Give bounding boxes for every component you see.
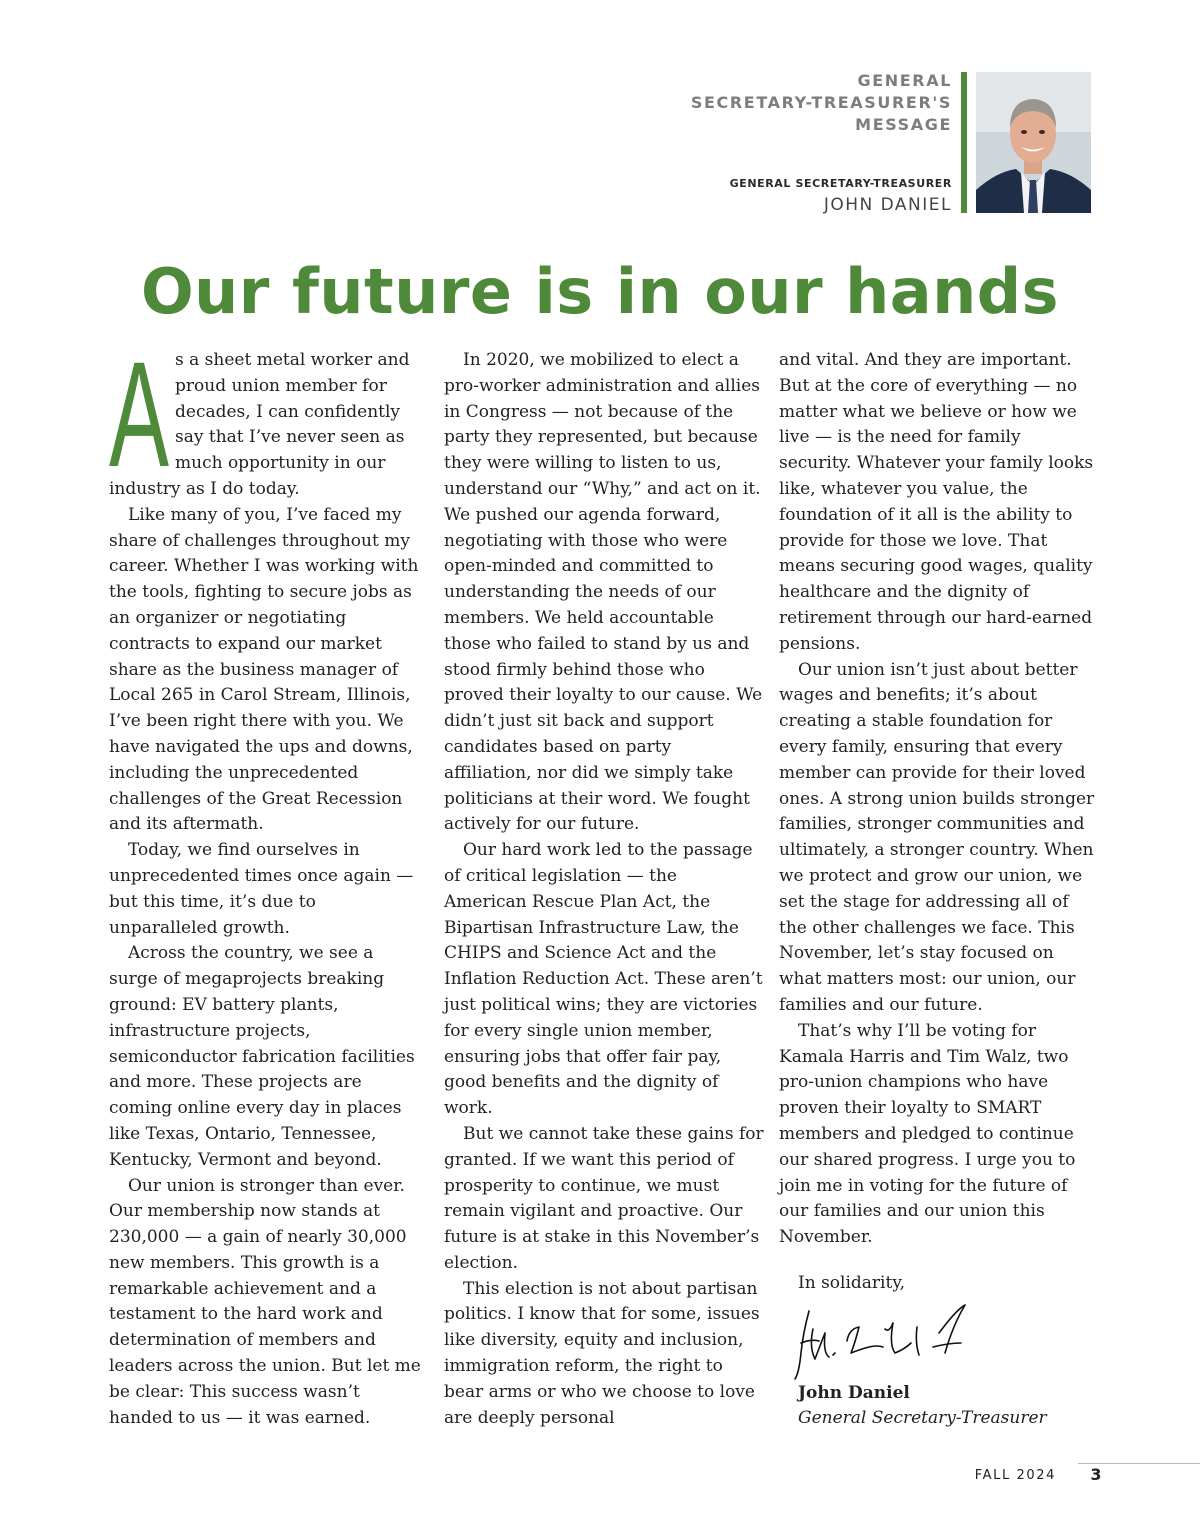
- kicker-line: SECRETARY-TREASURER'S: [690, 93, 952, 112]
- article-column-1: [109, 330, 427, 1431]
- salutation: In solidarity,: [798, 1272, 906, 1293]
- article-paragraph: Our union isn’t just about better wages and benefits; it’s about creating a stable foundation for every family, ensuring that every member can provide for their loved ones. A strong union builds stronger families, stronger communities and ultimately, a stronger country. When we protect and grow our union, we set the stage for addressing all of the other challenges we face. This November, let’s stay focused on what matters most: our union, our families and our future.: [779, 659, 1095, 1015]
- article-paragraph: and vital. And they are important. But at the core of everything — no matter what we believe or how we live — is the need for family security. Whatever your family looks like, whatever you value, the foundation of it all is the ability to provide for those we love. That means securing good wages, quality healthcare and the dignity of retirement through our hard-earned pensions.: [779, 350, 1094, 654]
- headline: Our future is in our hands: [140, 255, 1060, 328]
- article-paragraph: But we cannot take these gains for granted. If we want this period of prosperity to continue, we must remain vigilant and proactive. Our future is at stake in this November’s election.: [444, 1123, 764, 1273]
- author-name: JOHN DANIEL: [823, 195, 952, 215]
- article-paragraph: Our union is stronger than ever. Our membership now stands at 230,000 — a gain of nearly 30,000 new members. This growth is a remarkable achievement and a testament to the hard work and determination of members and leaders across the union. But let me be clear: This success wasn’t handed to us — it was earned.: [109, 1175, 421, 1428]
- header-accent-rule: [961, 72, 967, 213]
- article-paragraph: As a sheet metal worker and proud union member for decades, I can confidently say that I’ve never seen as much opportunity in our industry as I do today.: [109, 330, 410, 499]
- portrait-image: [976, 72, 1091, 213]
- issue-label: FALL 2024: [974, 1468, 1056, 1483]
- section-kicker: [612, 70, 952, 136]
- article-paragraph: Across the country, we see a surge of megaprojects breaking ground: EV battery plants, infrastructure projects, semiconductor fabrication facilities and more. These projects are coming online every day in places like Texas, Ontario, Tennessee, Kentucky, Vermont and beyond.: [109, 943, 415, 1170]
- article-paragraph: Today, we find ourselves in unprecedented times once again — but this time, it’s due to unparalleled growth.: [109, 840, 414, 938]
- closing-block: [779, 1271, 1097, 1432]
- kicker-line: GENERAL: [857, 71, 952, 90]
- drop-cap: A: [109, 330, 170, 498]
- article-paragraph: This election is not about partisan politics. I know that for some, issues like diversity, equity and inclusion, immigration reform, the right to bear arms or who we choose to love are deeply personal: [444, 1278, 760, 1428]
- kicker-line: MESSAGE: [855, 115, 952, 134]
- article-paragraph: Our hard work led to the passage of critical legislation — the American Rescue Plan Act, the Bipartisan Infrastructure Law, the CHIPS and Science Act and the Inflation Reduction Act. These aren’t just political wins; they are victories for every single union member, ensuring jobs that offer fair pay, good benefits and the dignity of work.: [444, 840, 763, 1119]
- page-number: 3: [1090, 1465, 1102, 1484]
- article-paragraph: Like many of you, I’ve faced my share of challenges throughout my career. Whether I was working with the tools, fighting to secure jobs as an organizer or negotiating contracts to expand our market share as the business manager of Local 265 in Carol Stream, Illinois, I’ve been right there with you. We have navigated the ups and downs, including the unprecedented challenges of the Great Recession and its aftermath.: [109, 504, 419, 835]
- article-paragraph: In 2020, we mobilized to elect a pro-worker administration and allies in Congress — not because of the party they represented, but because they were willing to listen to us, understand our “Why,” and act on it. We pushed our agenda forward, negotiating with those who were open-minded and committed to understanding the needs of our members. We held accountable those who failed to stand by us and stood firmly behind those who proved their loyalty to our cause. We didn’t just sit back and support candidates based on party affiliation, nor did we simply take politicians at their word. We fought actively for our future.: [444, 350, 763, 835]
- article-column-2: [444, 348, 764, 1431]
- author-portrait: [976, 72, 1091, 213]
- article-column-3: [779, 348, 1097, 1432]
- signer-title: General Secretary-Treasurer: [798, 1408, 1047, 1429]
- author-role: GENERAL SECRETARY-TREASURER: [729, 177, 952, 190]
- article-paragraph: That’s why I’ll be voting for Kamala Harris and Tim Walz, two pro-union champions who have proven their loyalty to SMART members and pledged to continue our shared progress. I urge you to join me in voting for the future of our families and our union this November.: [779, 1020, 1076, 1248]
- signature-image: [789, 1303, 989, 1381]
- signer-name: John Daniel: [798, 1382, 910, 1403]
